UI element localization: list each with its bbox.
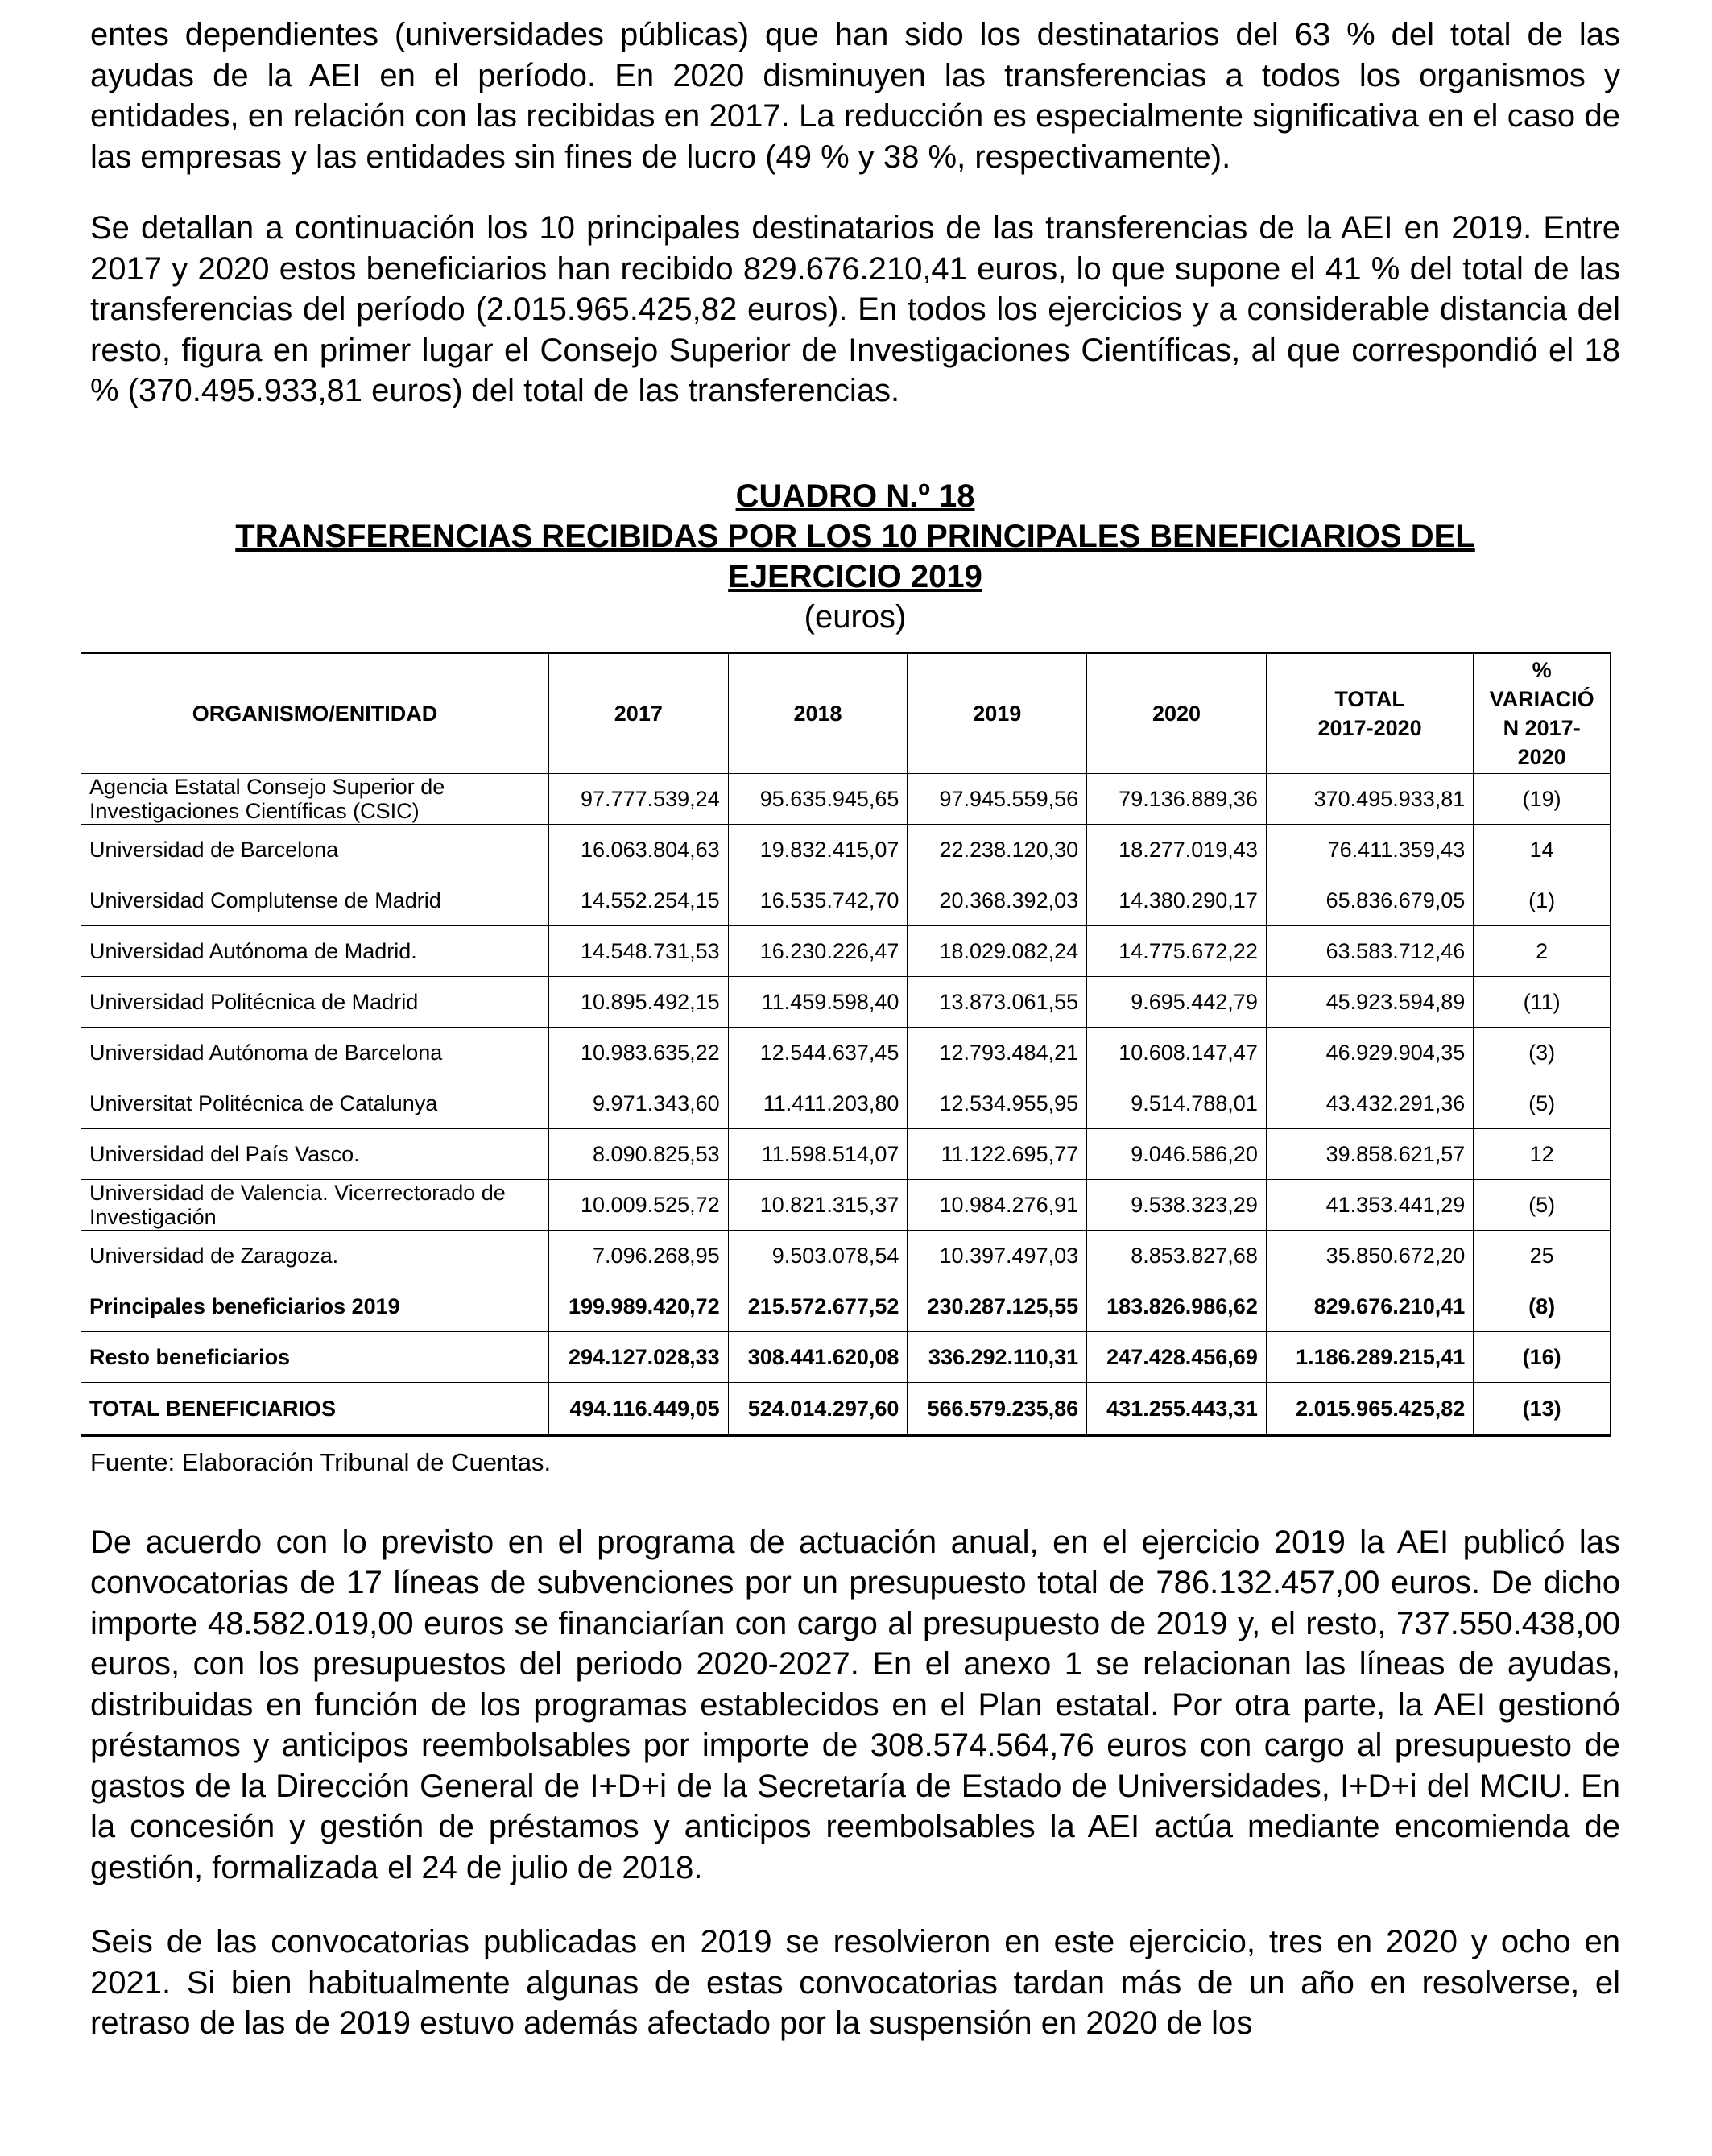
paragraph-3: De acuerdo con lo previsto en el programa de actuación anual, en el ejercicio 2019 la AEI publicó las convocatorias de 17 líneas de subvenciones por un presupuesto total de 786.132.457,00 euros. De dicho importe 48.582.019,00 euros se financiarían con cargo al presupuesto de 2019 y, el resto, 737.550.438,00 euros, con los presupuestos del periodo 2020-2027. En el anexo 1 se relacionan las líneas de ayudas, distribuidas en función de los programas establecidos en el Plan estatal. Por otra parte, la AEI gestionó préstamos y anticipos reembolsables por importe de 308.574.564,76 euros con cargo al presupuesto de gastos de la Dirección General de I+D+i de la Secretaría de Estado de Universidades, I+D+i del MCIU. En la concesión y gestión de préstamos y anticipos reembolsables la AEI actúa mediante encomienda de gestión, formalizada el 24 de julio de 2018.: [90, 1524, 1620, 1885]
cell-y2018: 95.635.945,65: [728, 773, 908, 824]
header-total: [1266, 652, 1473, 773]
organism-name-line-1: Universitat Politécnica de Catalunya: [89, 1090, 438, 1115]
cell-y2020: 79.136.889,36: [1087, 773, 1267, 824]
cell-total: 63.583.712,46: [1266, 925, 1473, 976]
cell-variation: 12: [1474, 1128, 1611, 1179]
organism-name-line-1: Universidad del País Vasco.: [89, 1141, 360, 1166]
cell-y2017: 97.777.539,24: [548, 773, 728, 824]
cell-variation: 14: [1474, 824, 1611, 875]
summary-row: [81, 1331, 1611, 1382]
header-var-line-1: %: [1532, 657, 1552, 682]
cell-y2018: 308.441.620,08: [728, 1331, 908, 1382]
cell-y2019: 336.292.110,31: [908, 1331, 1087, 1382]
table-body: [81, 773, 1611, 1435]
cell-y2019: 10.984.276,91: [908, 1179, 1087, 1230]
cell-y2019: 13.873.061,55: [908, 976, 1087, 1027]
cell-y2018: 19.832.415,07: [728, 824, 908, 875]
cell-total: 829.676.210,41: [1266, 1281, 1473, 1331]
header-var-line-4: 2020: [1517, 744, 1566, 769]
cell-y2019: 20.368.392,03: [908, 875, 1087, 925]
table-unit: (euros): [804, 598, 907, 635]
table-row: [81, 824, 1611, 875]
cell-total: 76.411.359,43: [1266, 824, 1473, 875]
cell-y2017: 7.096.268,95: [548, 1230, 728, 1281]
cell-organism: [81, 1128, 549, 1179]
cell-organism: Principales beneficiarios 2019: [81, 1281, 549, 1331]
cell-y2018: 10.821.315,37: [728, 1179, 908, 1230]
cell-y2018: 11.411.203,80: [728, 1078, 908, 1128]
cell-y2020: 183.826.986,62: [1087, 1281, 1267, 1331]
cell-organism: [81, 1230, 549, 1281]
cell-variation: (3): [1474, 1027, 1611, 1078]
cell-variation: (19): [1474, 773, 1611, 824]
cell-variation: (11): [1474, 976, 1611, 1027]
cell-variation: (16): [1474, 1331, 1611, 1382]
cell-y2017: 10.983.635,22: [548, 1027, 728, 1078]
organism-name-line-1: Universidad Politécnica de Madrid: [89, 989, 419, 1014]
cell-y2018: 12.544.637,45: [728, 1027, 908, 1078]
organism-name-line-1: Universidad de Zaragoza.: [89, 1243, 339, 1268]
cell-y2020: 9.538.323,29: [1087, 1179, 1267, 1230]
header-total-line-2: 2017-2020: [1317, 715, 1422, 740]
cell-y2017: 10.895.492,15: [548, 976, 728, 1027]
header-variation: [1474, 652, 1611, 773]
table-row: [81, 875, 1611, 925]
table-row: [81, 1027, 1611, 1078]
header-var-line-2: VARIACIÓ: [1489, 686, 1594, 711]
cell-y2019: 18.029.082,24: [908, 925, 1087, 976]
cell-y2017: 10.009.525,72: [548, 1179, 728, 1230]
header-2020: 2020: [1087, 652, 1267, 773]
table-row: [81, 773, 1611, 824]
organism-name-line-1: Universidad de Valencia. Vicerrectorado de: [89, 1180, 506, 1205]
cell-y2020: 14.775.672,22: [1087, 925, 1267, 976]
table-heading: [90, 476, 1620, 637]
organism-name-line-2: Investigación: [89, 1204, 217, 1229]
header-var-line-3: N 2017-: [1503, 715, 1581, 740]
cell-y2020: 431.255.443,31: [1087, 1382, 1267, 1435]
cell-y2018: 11.459.598,40: [728, 976, 908, 1027]
cell-y2017: 9.971.343,60: [548, 1078, 728, 1128]
cell-y2019: 97.945.559,56: [908, 773, 1087, 824]
table-row: [81, 976, 1611, 1027]
cell-organism: [81, 1179, 549, 1230]
cell-y2020: 9.695.442,79: [1087, 976, 1267, 1027]
cell-y2018: 16.535.742,70: [728, 875, 908, 925]
cell-total: 370.495.933,81: [1266, 773, 1473, 824]
header-2017: 2017: [548, 652, 728, 773]
header-org: ORGANISMO/ENITIDAD: [81, 652, 549, 773]
cell-total: 43.432.291,36: [1266, 1078, 1473, 1128]
cell-total: 35.850.672,20: [1266, 1230, 1473, 1281]
header-2019: 2019: [908, 652, 1087, 773]
table-row: [81, 1078, 1611, 1128]
cell-organism: [81, 976, 549, 1027]
cell-total: 65.836.679,05: [1266, 875, 1473, 925]
cell-variation: (5): [1474, 1179, 1611, 1230]
cell-y2019: 230.287.125,55: [908, 1281, 1087, 1331]
cell-organism: Resto beneficiarios: [81, 1331, 549, 1382]
cell-y2017: 8.090.825,53: [548, 1128, 728, 1179]
table-title-line-1: TRANSFERENCIAS RECIBIDAS POR LOS 10 PRINCIPALES BENEFICIARIOS DEL: [235, 518, 1475, 554]
cell-variation: 25: [1474, 1230, 1611, 1281]
cell-organism: [81, 773, 549, 824]
cell-y2019: 10.397.497,03: [908, 1230, 1087, 1281]
cell-total: 45.923.594,89: [1266, 976, 1473, 1027]
table-source: Fuente: Elaboración Tribunal de Cuentas.: [90, 1447, 552, 1476]
cell-y2020: 8.853.827,68: [1087, 1230, 1267, 1281]
cell-y2017: 494.116.449,05: [548, 1382, 728, 1435]
cell-y2019: 566.579.235,86: [908, 1382, 1087, 1435]
paragraph-1: entes dependientes (universidades públicas) que han sido los destinatarios del 63 % del total de las ayudas de la AEI en el período. En 2020 disminuyen las transferencias a todos los organismos y entidades, en relación con las recibidas en 2017. La reducción es especialmente significativa en el caso de las empresas y las entidades sin fines de lucro (49 % y 38 %, respectivamente).: [90, 17, 1620, 175]
table-header-row: [81, 652, 1611, 773]
cell-y2017: 14.552.254,15: [548, 875, 728, 925]
cell-y2020: 18.277.019,43: [1087, 824, 1267, 875]
cell-y2019: 22.238.120,30: [908, 824, 1087, 875]
cell-organism: TOTAL BENEFICIARIOS: [81, 1382, 549, 1435]
cell-y2017: 14.548.731,53: [548, 925, 728, 976]
cell-y2018: 16.230.226,47: [728, 925, 908, 976]
cell-organism: [81, 1027, 549, 1078]
cell-y2018: 215.572.677,52: [728, 1281, 908, 1331]
organism-name-line-1: Universidad Autónoma de Madrid.: [89, 938, 417, 963]
cell-variation: (8): [1474, 1281, 1611, 1331]
cell-organism: [81, 925, 549, 976]
summary-row: [81, 1382, 1611, 1435]
table-row: [81, 1230, 1611, 1281]
cell-y2019: 12.534.955,95: [908, 1078, 1087, 1128]
organism-name-line-1: Universidad de Barcelona: [89, 837, 339, 862]
cell-y2018: 9.503.078,54: [728, 1230, 908, 1281]
cell-organism: [81, 1078, 549, 1128]
cell-variation: (5): [1474, 1078, 1611, 1128]
cell-y2019: 11.122.695,77: [908, 1128, 1087, 1179]
cell-y2018: 524.014.297,60: [728, 1382, 908, 1435]
cell-total: 2.015.965.425,82: [1266, 1382, 1473, 1435]
transfers-table: [81, 652, 1611, 1437]
table-title-line-2: EJERCICIO 2019: [728, 558, 982, 594]
document-page: [90, 14, 1620, 2044]
table-number: CUADRO N.º 18: [735, 478, 975, 514]
paragraph-4: Seis de las convocatorias publicadas en 2019 se resolvieron en este ejercicio, tres en 2020 y ocho en 2021. Si bien habitualmente algunas de estas convocatorias tardan más de un año en resolverse, el retraso de las de 2019 estuvo además afectado por la suspensión en 2020 de los: [90, 1924, 1620, 2041]
cell-y2018: 11.598.514,07: [728, 1128, 908, 1179]
cell-y2020: 247.428.456,69: [1087, 1331, 1267, 1382]
organism-name-line-1: Agencia Estatal Consejo Superior de: [89, 774, 445, 799]
header-2018: 2018: [728, 652, 908, 773]
cell-total: 46.929.904,35: [1266, 1027, 1473, 1078]
cell-organism: [81, 824, 549, 875]
cell-y2020: 10.608.147,47: [1087, 1027, 1267, 1078]
paragraph-2: Se detallan a continuación los 10 principales destinatarios de las transferencias de la AEI en 2019. Entre 2017 y 2020 estos beneficiarios han recibido 829.676.210,41 euros, lo que supone el 41 % del total de las transferencias del período (2.015.965.425,82 euros). En todos los ejercicios y a considerable distancia del resto, figura en primer lugar el Consejo Superior de Investigaciones Científicas, al que correspondió el 18 % (370.495.933,81 euros) del total de las transferencias.: [90, 210, 1620, 408]
organism-name-line-1: Universidad Complutense de Madrid: [89, 888, 441, 912]
organism-name-line-1: Universidad Autónoma de Barcelona: [89, 1040, 443, 1065]
cell-variation: 2: [1474, 925, 1611, 976]
cell-y2017: 199.989.420,72: [548, 1281, 728, 1331]
cell-variation: (13): [1474, 1382, 1611, 1435]
cell-total: 41.353.441,29: [1266, 1179, 1473, 1230]
cell-total: 39.858.621,57: [1266, 1128, 1473, 1179]
table-row: [81, 925, 1611, 976]
table-row: [81, 1179, 1611, 1230]
table-row: [81, 1128, 1611, 1179]
cell-y2017: 294.127.028,33: [548, 1331, 728, 1382]
cell-y2020: 14.380.290,17: [1087, 875, 1267, 925]
cell-total: 1.186.289.215,41: [1266, 1331, 1473, 1382]
header-total-line-1: TOTAL: [1334, 686, 1405, 711]
summary-row: [81, 1281, 1611, 1331]
cell-y2017: 16.063.804,63: [548, 824, 728, 875]
cell-y2020: 9.514.788,01: [1087, 1078, 1267, 1128]
cell-organism: [81, 875, 549, 925]
organism-name-line-2: Investigaciones Científicas (CSIC): [89, 798, 420, 823]
cell-y2019: 12.793.484,21: [908, 1027, 1087, 1078]
cell-y2020: 9.046.586,20: [1087, 1128, 1267, 1179]
cell-variation: (1): [1474, 875, 1611, 925]
